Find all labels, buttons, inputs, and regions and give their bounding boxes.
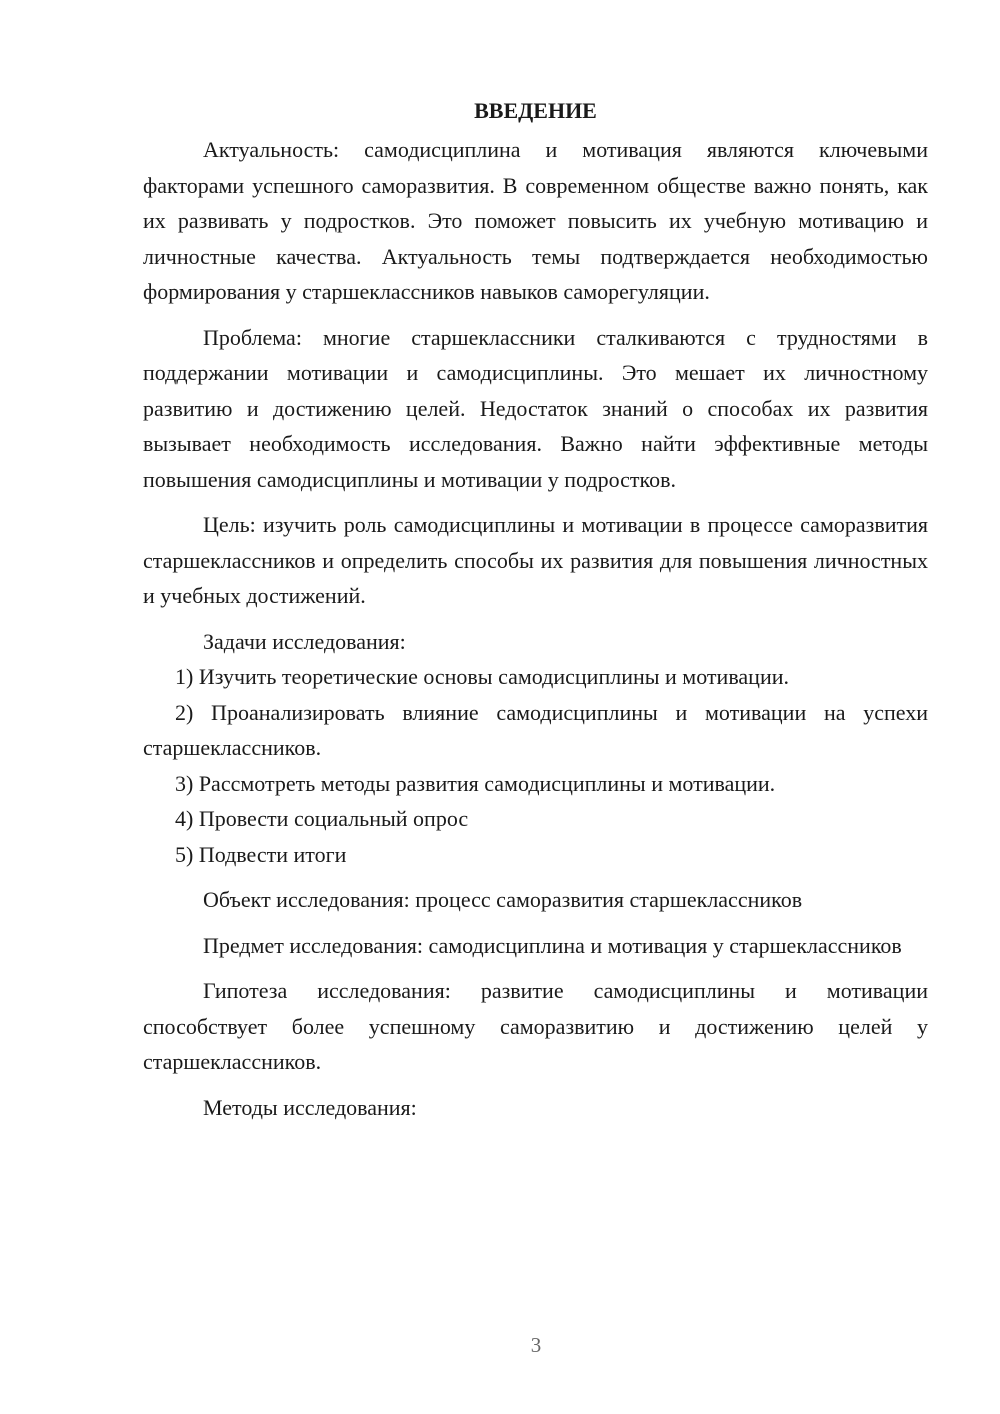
task-item-2: 2) Проанализировать влияние самодисциплины и мотивации на успехи старшеклассников.: [143, 699, 928, 760]
hypothesis-paragraph: Гипотеза исследования: развитие самодисциплины и мотивации способствует более успешному саморазвитию и достижению целей у старшеклассников.: [143, 978, 928, 1074]
subject-paragraph: Предмет исследования: самодисциплина и мотивация у старшеклассников: [203, 932, 902, 958]
object-paragraph: Объект исследования: процесс саморазвития старшеклассников: [203, 887, 803, 912]
problem-paragraph: Проблема: многие старшеклассники сталкиваются с трудностями в поддержании мотивации и самодисциплины. Это мешает их личностному развитию и достижению целей. Недостаток знаний о способах их развития вызывает необходимость исследования. Важно найти эффективные методы повышения самодисциплины и мотивации у подростков.: [143, 324, 928, 492]
tasks-heading: Задачи исследования:: [203, 628, 406, 654]
page-body: [143, 93, 928, 1125]
page-title: ВВЕДЕНИЕ: [474, 98, 597, 123]
task-item-3: 3) Рассмотреть методы развития самодисциплины и мотивации.: [175, 770, 776, 796]
goal-paragraph: Цель: изучить роль самодисциплины и мотивации в процессе саморазвития старшеклассников и определить способы их развития для повышения личностных и учебных достижений.: [143, 512, 928, 608]
relevance-paragraph: Актуальность: самодисциплина и мотивация являются ключевыми факторами успешного саморазвития. В современном обществе важно понять, как их развивать у подростков. Это поможет повысить их учебную мотивацию и личностные качества. Актуальность темы подтверждается необходимостью формирования у старшеклассников навыков саморегуляции.: [143, 137, 928, 304]
methods-heading: Методы исследования:: [203, 1094, 417, 1120]
page-number: 3: [530, 1333, 542, 1357]
task-item-1: 1) Изучить теоретические основы самодисциплины и мотивации.: [175, 664, 790, 689]
task-item-5: 5) Подвести итоги: [175, 841, 347, 867]
task-item-4: 4) Провести социальный опрос: [175, 806, 469, 831]
